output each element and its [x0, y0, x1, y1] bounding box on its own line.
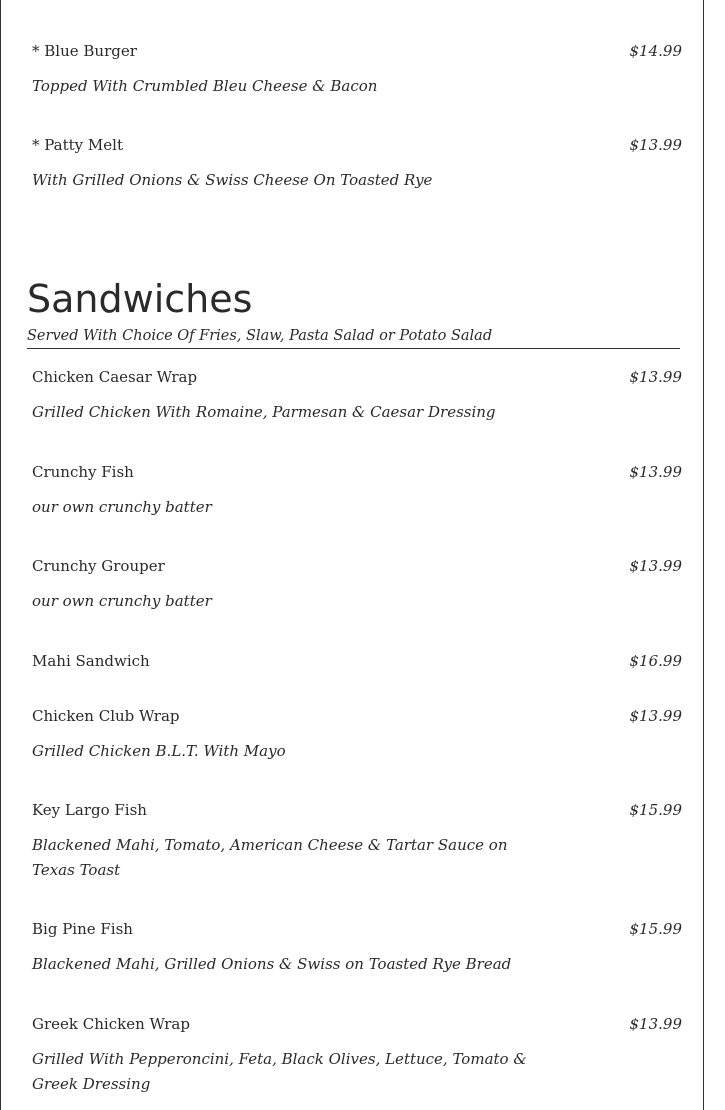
- item-price: $15.99: [629, 920, 682, 938]
- section-subtitle: Served With Choice Of Fries, Slaw, Pasta Salad or Potato Salad: [27, 328, 493, 344]
- item-name: Chicken Caesar Wrap: [32, 368, 198, 386]
- item-price: $13.99: [629, 136, 682, 154]
- item-description: Grilled Chicken With Romaine, Parmesan & Caesar Dressing: [32, 403, 496, 421]
- item-price: $13.99: [629, 1015, 682, 1033]
- item-description: Grilled With Pepperoncini, Feta, Black Olives, Lettuce, Tomato & Greek Dressing: [32, 1050, 527, 1093]
- item-price: $14.99: [629, 42, 682, 60]
- item-price: $15.99: [629, 801, 682, 819]
- item-name: Key Largo Fish: [32, 801, 147, 819]
- item-name: Greek Chicken Wrap: [32, 1015, 190, 1033]
- item-description: Blackened Mahi, Tomato, American Cheese & Tartar Sauce on Texas Toast: [32, 836, 508, 879]
- item-name: * Patty Melt: [32, 136, 123, 154]
- item-name: Crunchy Grouper: [32, 557, 165, 575]
- item-description: Blackened Mahi, Grilled Onions & Swiss on Toasted Rye Bread: [32, 955, 512, 973]
- section-divider: [27, 348, 680, 349]
- item-description: Topped With Crumbled Bleu Cheese & Bacon: [32, 77, 378, 95]
- item-name: * Blue Burger: [32, 42, 137, 60]
- item-price: $16.99: [629, 652, 682, 670]
- item-price: $13.99: [629, 557, 682, 575]
- item-name: Crunchy Fish: [32, 463, 134, 481]
- item-description: With Grilled Onions & Swiss Cheese On Toasted Rye: [32, 171, 433, 189]
- item-description: our own crunchy batter: [32, 592, 212, 610]
- item-name: Chicken Club Wrap: [32, 707, 180, 725]
- item-description: our own crunchy batter: [32, 498, 212, 516]
- item-price: $13.99: [629, 368, 682, 386]
- section-title-sandwiches: Sandwiches: [27, 277, 253, 321]
- item-name: Mahi Sandwich: [32, 652, 150, 670]
- item-price: $13.99: [629, 463, 682, 481]
- item-description: Grilled Chicken B.L.T. With Mayo: [32, 742, 286, 760]
- item-name: Big Pine Fish: [32, 920, 133, 938]
- item-price: $13.99: [629, 707, 682, 725]
